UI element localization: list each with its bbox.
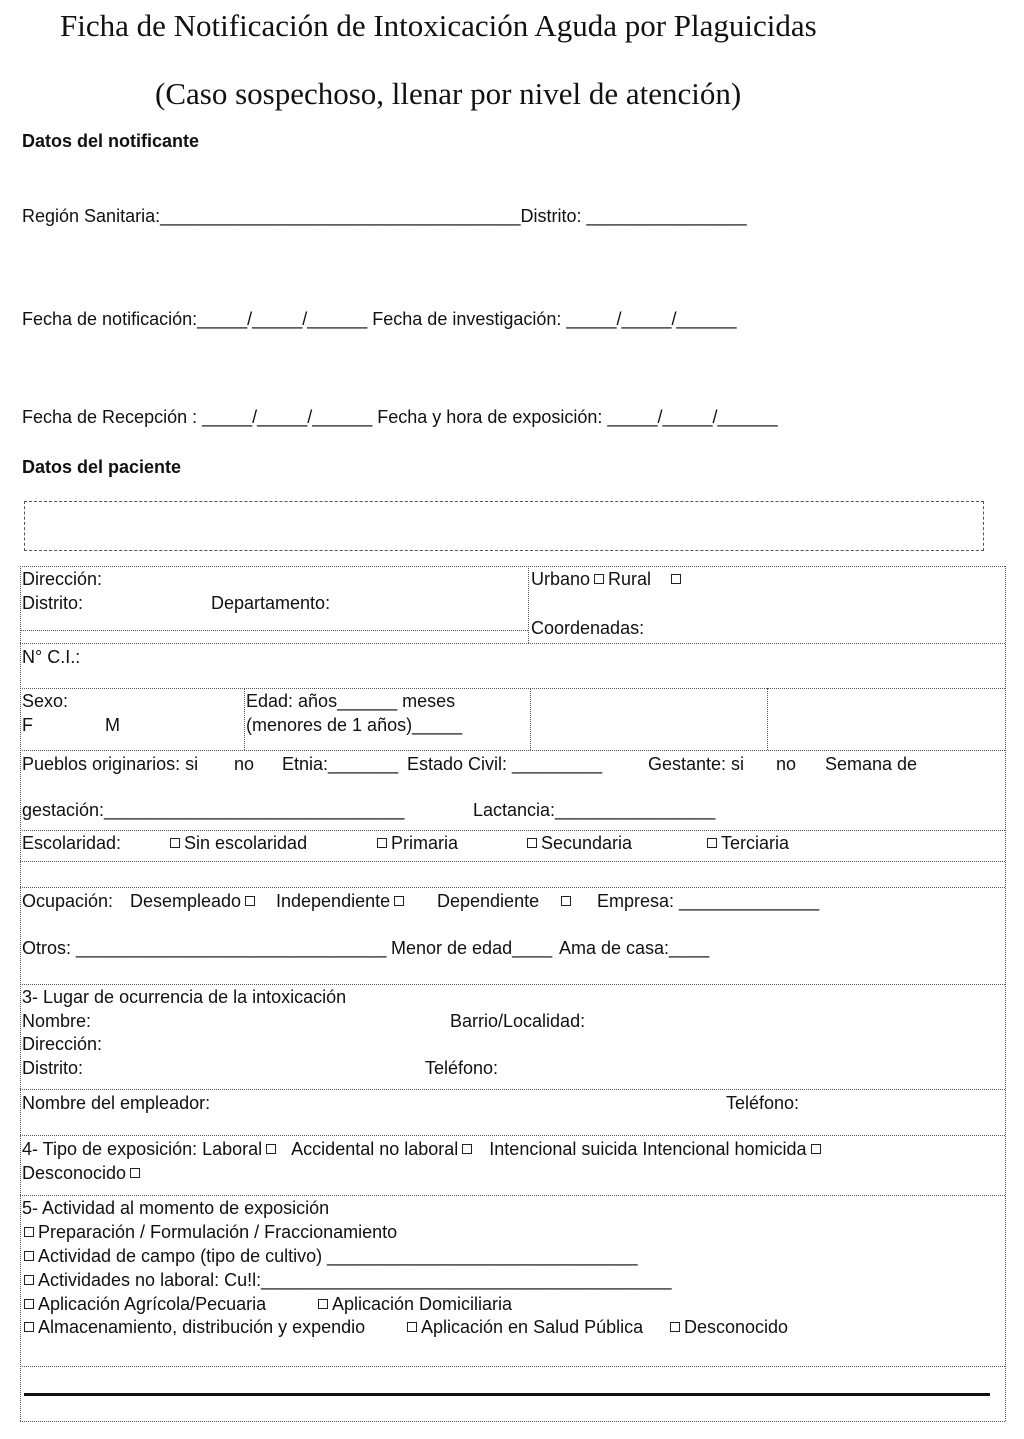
ocu-dependiente-checkbox[interactable]	[561, 896, 571, 906]
empleador-label: Nombre del empleador:	[22, 1093, 211, 1113]
table-border-bottom	[20, 1421, 1005, 1422]
row-divider	[20, 1195, 1005, 1196]
distrito-label: Distrito:	[22, 593, 84, 613]
row-divider	[20, 688, 1005, 689]
exposicion-desconocido	[22, 1163, 144, 1184]
row-divider	[20, 887, 1005, 888]
esc-secundaria-label: Secundaria	[541, 833, 633, 853]
section-heading-paciente: Datos del paciente	[22, 457, 182, 477]
preparacion-label: Preparación / Formulación / Fraccionamiento	[38, 1222, 398, 1242]
ocu-dependiente-label: Dependiente	[437, 891, 540, 911]
ocu-independiente-checkbox[interactable]	[394, 896, 404, 906]
patient-name-box[interactable]	[24, 501, 984, 551]
desconocido-label: Desconocido	[22, 1163, 127, 1183]
empresa-field[interactable]: Empresa: ______________	[597, 891, 820, 911]
domiciliaria-checkbox[interactable]	[318, 1299, 328, 1309]
etnia-field[interactable]: Etnia:_______	[282, 754, 399, 774]
salud-publica-label: Aplicación en Salud Pública	[421, 1317, 644, 1337]
almacenamiento-label: Almacenamiento, distribución y expendio	[38, 1317, 366, 1337]
table-border-right	[1005, 566, 1006, 1421]
sexo-f-option[interactable]: F	[22, 715, 33, 735]
campo-label: Actividad de campo (tipo de cultivo) _______________________________	[38, 1246, 638, 1266]
gestante-label: Gestante: si	[648, 754, 745, 774]
esc-terciaria-option[interactable]	[703, 833, 789, 854]
menor-edad-field[interactable]: Menor de edad____	[391, 938, 553, 958]
ocu-desempleado-option[interactable]	[130, 891, 259, 912]
actividad-item-almacenamiento[interactable]	[20, 1317, 365, 1338]
direccion-label: Dirección:	[22, 569, 103, 589]
esc-primaria-label: Primaria	[391, 833, 459, 853]
ocu-dependiente-option[interactable]	[437, 891, 575, 912]
otros-field[interactable]: Otros: _______________________________	[22, 938, 387, 958]
ama-casa-field[interactable]: Ama de casa:____	[559, 938, 710, 958]
lugar-heading: 3- Lugar de ocurrencia de la intoxicación	[22, 987, 347, 1007]
laboral-checkbox[interactable]	[266, 1144, 276, 1154]
region-distrito-line[interactable]: Región Sanitaria:____________________________________Distrito: ________________	[22, 206, 747, 226]
table-border-left	[20, 566, 21, 1421]
form-subtitle: (Caso sospechoso, llenar por nivel de atención)	[155, 76, 742, 111]
row-divider	[20, 643, 1005, 644]
ocupacion-label: Ocupación:	[22, 891, 114, 911]
salud-publica-checkbox[interactable]	[407, 1322, 417, 1332]
actividad-item-campo[interactable]	[20, 1246, 637, 1267]
no-laboral-checkbox[interactable]	[24, 1275, 34, 1285]
edad-menores[interactable]: (menores de 1 años)_____	[246, 715, 463, 735]
act-desconocido-checkbox[interactable]	[670, 1322, 680, 1332]
row-divider	[20, 861, 1005, 862]
preparacion-checkbox[interactable]	[24, 1227, 34, 1237]
bottom-rule	[24, 1393, 990, 1396]
lactancia-field[interactable]: Lactancia:________________	[473, 800, 716, 820]
esc-sin-checkbox[interactable]	[170, 838, 180, 848]
row-divider	[20, 984, 1005, 985]
lugar-telefono-label: Teléfono:	[425, 1058, 499, 1078]
actividad-item-preparacion[interactable]	[20, 1222, 397, 1243]
semana-label: Semana de	[825, 754, 918, 774]
actividad-item-no-laboral[interactable]	[20, 1270, 672, 1291]
row-divider	[20, 1135, 1005, 1136]
row-divider	[20, 1089, 1005, 1090]
actividad-item-agricola[interactable]	[20, 1294, 266, 1315]
row-divider	[20, 630, 528, 631]
rural-label: Rural	[608, 569, 652, 589]
edad-anos-meses[interactable]: Edad: años______ meses	[246, 691, 456, 711]
esc-terciaria-label: Terciaria	[721, 833, 790, 853]
pueblos-originarios-label: Pueblos originarios: si	[22, 754, 199, 774]
intencional-label: Intencional suicida Intencional homicida	[489, 1139, 807, 1159]
esc-sin-option[interactable]	[166, 833, 307, 854]
urbano-label: Urbano	[531, 569, 591, 589]
actividad-item-domiciliaria[interactable]	[314, 1294, 512, 1315]
agricola-label: Aplicación Agrícola/Pecuaria	[38, 1294, 267, 1314]
esc-sin-label: Sin escolaridad	[184, 833, 308, 853]
gestante-no-option[interactable]: no	[776, 754, 797, 774]
esc-terciaria-checkbox[interactable]	[707, 838, 717, 848]
ocu-desempleado-checkbox[interactable]	[245, 896, 255, 906]
estado-civil-field[interactable]: Estado Civil: _________	[407, 754, 603, 774]
ocu-independiente-label: Independiente	[276, 891, 391, 911]
col-divider	[528, 566, 529, 643]
rural-checkbox[interactable]	[671, 574, 681, 584]
lugar-nombre-label: Nombre:	[22, 1011, 92, 1031]
fechas-notificacion-line[interactable]: Fecha de notificación:_____/_____/______ Fecha de investigación: _____/_____/______	[22, 309, 737, 329]
ci-label: N° C.I.:	[22, 647, 81, 667]
esc-primaria-option[interactable]	[373, 833, 458, 854]
esc-secundaria-option[interactable]	[523, 833, 632, 854]
accidental-label: Accidental no laboral	[291, 1139, 459, 1159]
exposicion-tipo-line	[22, 1139, 825, 1160]
row-divider	[20, 830, 1005, 831]
agricola-checkbox[interactable]	[24, 1299, 34, 1309]
actividad-heading: 5- Actividad al momento de exposición	[22, 1198, 330, 1218]
row-divider	[20, 1366, 1005, 1367]
lugar-direccion-label: Dirección:	[22, 1034, 103, 1054]
sexo-label: Sexo:	[22, 691, 69, 711]
empleador-telefono-label: Teléfono:	[726, 1093, 800, 1113]
departamento-label: Departamento:	[211, 593, 331, 613]
urbano-rural-options	[531, 569, 685, 590]
urbano-checkbox[interactable]	[594, 574, 604, 584]
esc-secundaria-checkbox[interactable]	[527, 838, 537, 848]
lugar-distrito-label: Distrito:	[22, 1058, 84, 1078]
ocu-desempleado-label: Desempleado	[130, 891, 242, 911]
domiciliaria-label: Aplicación Domiciliaria	[332, 1294, 513, 1314]
lugar-barrio-label: Barrio/Localidad:	[450, 1011, 586, 1031]
coordenadas-label: Coordenadas:	[531, 618, 645, 638]
ocu-independiente-option[interactable]	[276, 891, 408, 912]
pueblos-no-option[interactable]: no	[234, 754, 255, 774]
act-desconocido-label: Desconocido	[684, 1317, 789, 1337]
esc-primaria-checkbox[interactable]	[377, 838, 387, 848]
accidental-checkbox[interactable]	[462, 1144, 472, 1154]
fechas-recepcion-line[interactable]: Fecha de Recepción : _____/_____/______ Fecha y hora de exposición: _____/_____/______	[22, 407, 778, 427]
escolaridad-label: Escolaridad:	[22, 833, 122, 853]
col-divider	[530, 688, 531, 750]
sexo-m-option[interactable]: M	[105, 715, 120, 735]
gestacion-field[interactable]: gestación:______________________________	[22, 800, 405, 820]
col-divider	[767, 688, 768, 750]
table-border-top	[20, 566, 1005, 567]
no-laboral-label: Actividades no laboral: Cu!l:_________________________________________	[38, 1270, 672, 1290]
actividad-item-desconocido[interactable]	[666, 1317, 788, 1338]
col-divider	[244, 688, 245, 750]
almacenamiento-checkbox[interactable]	[24, 1322, 34, 1332]
exposicion-laboral-label: 4- Tipo de exposición: Laboral	[22, 1139, 263, 1159]
campo-checkbox[interactable]	[24, 1251, 34, 1261]
actividad-item-salud-publica[interactable]	[403, 1317, 643, 1338]
intencional-checkbox[interactable]	[811, 1144, 821, 1154]
desconocido-checkbox[interactable]	[130, 1168, 140, 1178]
row-divider	[20, 750, 1005, 751]
form-title: Ficha de Notificación de Intoxicación Aguda por Plaguicidas	[60, 8, 817, 43]
section-heading-notificante: Datos del notificante	[22, 131, 200, 151]
